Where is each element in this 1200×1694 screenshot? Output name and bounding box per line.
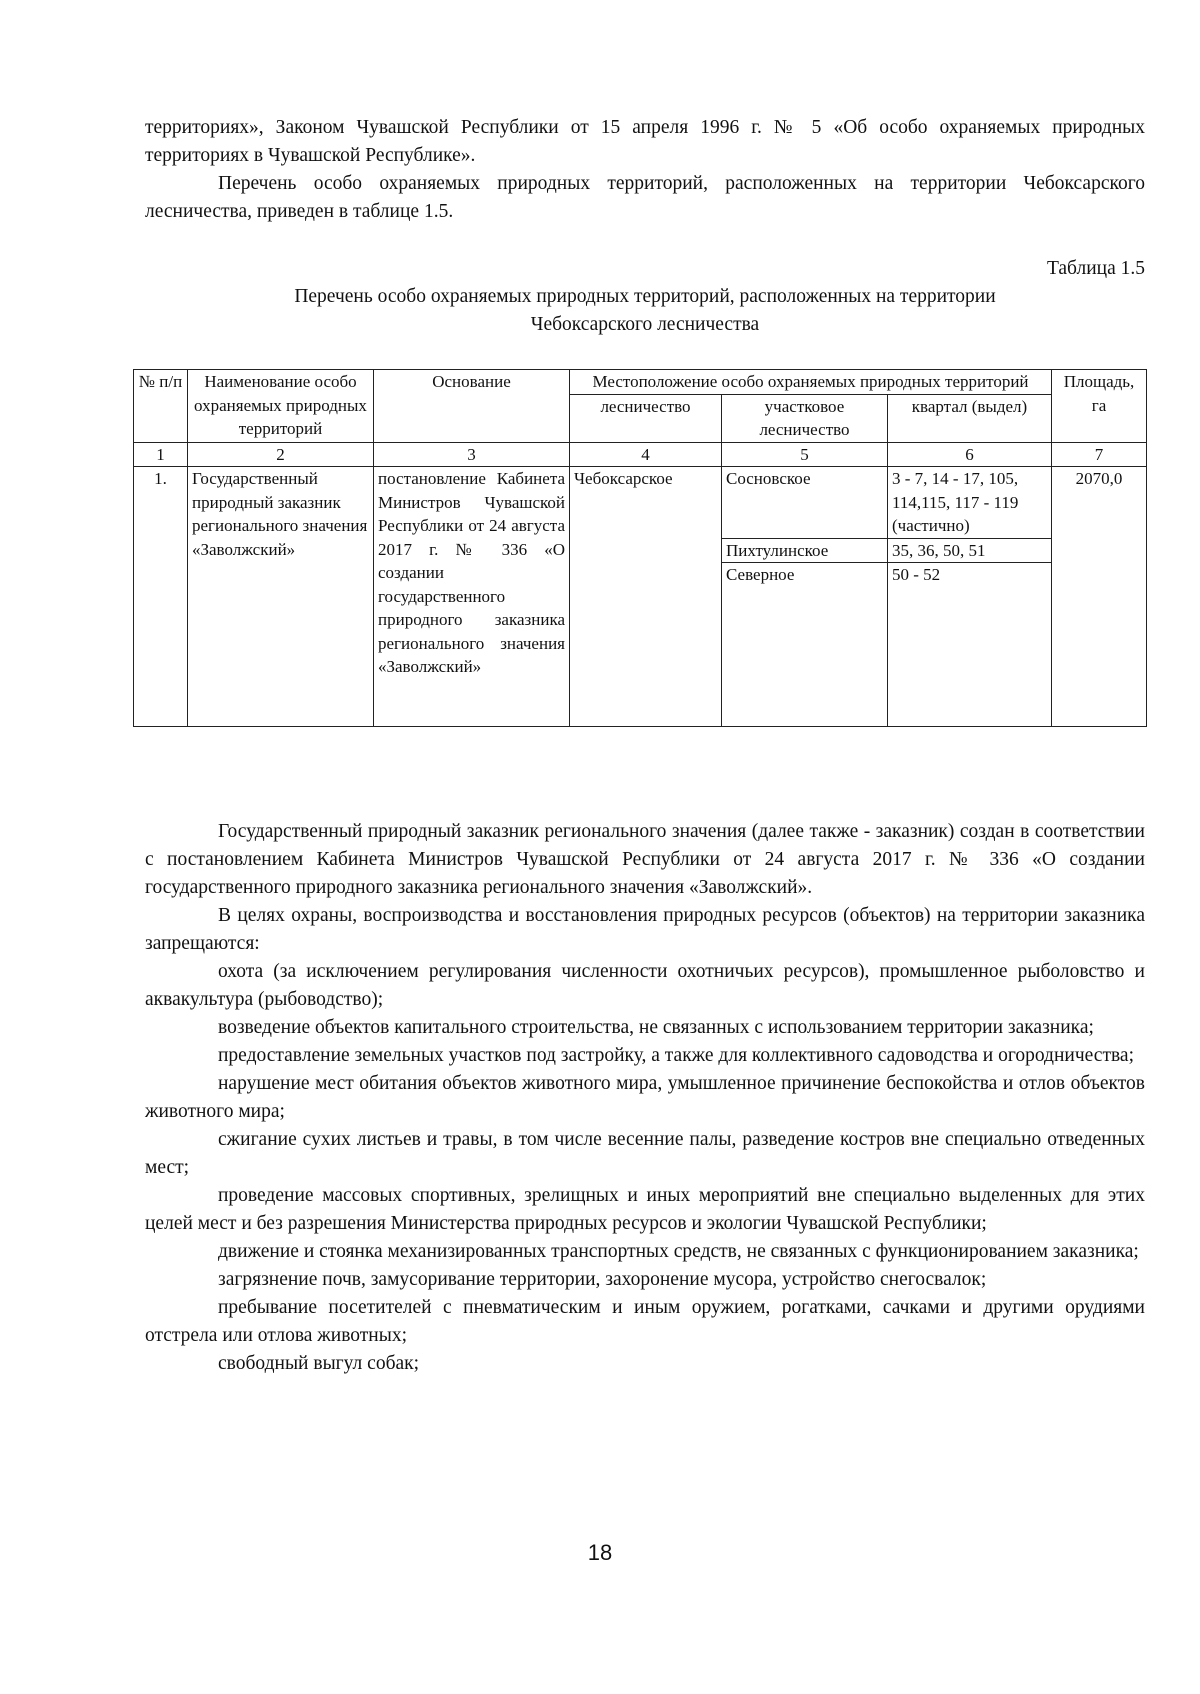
body-section [145, 818, 1145, 1378]
list-item: движение и стоянка механизированных транспортных средств, не связанных с функционированием заказника; [218, 1241, 1139, 1262]
list-item: возведение объектов капитального строительства, не связанных с использованием территории заказника; [218, 1017, 1094, 1038]
column-number-row [134, 442, 1147, 467]
page-number: 18 [587, 1540, 613, 1565]
row-quarter: 3 - 7, 14 - 17, 105, 114,115, 117 - 119 (частично) [888, 467, 1052, 539]
row-district: Северное [722, 563, 888, 727]
row-quarter: 35, 36, 50, 51 [888, 538, 1052, 563]
row-district: Сосновское [722, 467, 888, 539]
list-item: предоставление земельных участков под застройку, а также для коллективного садоводства и огородничества; [218, 1045, 1134, 1066]
header-location: Местоположение особо охраняемых природных территорий [570, 370, 1052, 395]
row-area: 2070,0 [1052, 467, 1147, 727]
column-number: 2 [188, 442, 374, 467]
header-num: № п/п [134, 370, 188, 443]
intro-paragraph-1: территориях», Законом Чувашской Республики от 15 апреля 1996 г. № 5 «Об особо охраняемых природных территориях в Чувашской Республике». [145, 117, 1145, 166]
row-name: Государственный природный заказник регионального значения «Заволжский» [188, 467, 374, 727]
list-item: свободный выгул собак; [218, 1353, 420, 1374]
intro-section [145, 114, 1145, 226]
body-paragraph-1: Государственный природный заказник регионального значения (далее также - заказник) создан в соответствии с постановлением Кабинета Министров Чувашской Республики от 24 августа 2017 г. № 336 «О создании государственного природного заказника регионального значения «Заволжский». [145, 821, 1145, 898]
intro-paragraph-2: Перечень особо охраняемых природных территорий, расположенных на территории Чебоксарского лесничества, приведен в таблице 1.5. [145, 173, 1145, 222]
list-item: сжигание сухих листьев и травы, в том числе весенние палы, разведение костров вне специально отведенных мест; [145, 1129, 1145, 1178]
list-item: проведение массовых спортивных, зрелищных и иных мероприятий вне специально выделенных для этих целей мест и без разрешения Министерства природных ресурсов и экологии Чувашской Республики; [145, 1185, 1145, 1234]
list-item: нарушение мест обитания объектов животного мира, умышленное причинение беспокойства и отлов объектов животного мира; [145, 1073, 1145, 1122]
table-row [134, 467, 1147, 539]
header-district: участковое лесничество [722, 394, 888, 442]
header-name: Наименование особо охраняемых природных территорий [188, 370, 374, 443]
column-number: 5 [722, 442, 888, 467]
header-quarter: квартал (выдел) [888, 394, 1052, 442]
row-quarter: 50 - 52 [888, 563, 1052, 727]
column-number: 3 [374, 442, 570, 467]
table-title-line-1: Перечень особо охраняемых природных территорий, расположенных на территории [294, 286, 996, 307]
column-number: 7 [1052, 442, 1147, 467]
header-forestry: лесничество [570, 394, 722, 442]
header-basis: Основание [374, 370, 570, 443]
row-forestry: Чебоксарское [570, 467, 722, 727]
column-number: 4 [570, 442, 722, 467]
body-paragraph-2: В целях охраны, воспроизводства и восстановления природных ресурсов (объектов) на территории заказника запрещаются: [145, 905, 1145, 954]
row-num: 1. [134, 467, 188, 727]
row-district: Пихтулинское [722, 538, 888, 563]
table-caption [145, 255, 1145, 339]
table-header-row [134, 370, 1147, 395]
table-title-line-2: Чебоксарского лесничества [530, 314, 760, 335]
list-item: загрязнение почв, замусоривание территории, захоронение мусора, устройство снегосвалок; [218, 1269, 987, 1290]
header-area: Площадь, га [1052, 370, 1147, 443]
column-number: 6 [888, 442, 1052, 467]
row-basis: постановление Кабинета Министров Чувашской Республики от 24 августа 2017 г. № 336 «О создании государственного природного заказника регионального значения «Заволжский» [374, 467, 570, 727]
column-number: 1 [134, 442, 188, 467]
list-item: пребывание посетителей с пневматическим и иным оружием, рогатками, сачками и другими орудиями отстрела или отлова животных; [145, 1297, 1145, 1346]
table-label: Таблица 1.5 [1046, 258, 1145, 279]
list-item: охота (за исключением регулирования численности охотничьих ресурсов), промышленное рыболовство и аквакультура (рыбоводство); [145, 961, 1145, 1010]
protected-areas-table [133, 369, 1147, 727]
